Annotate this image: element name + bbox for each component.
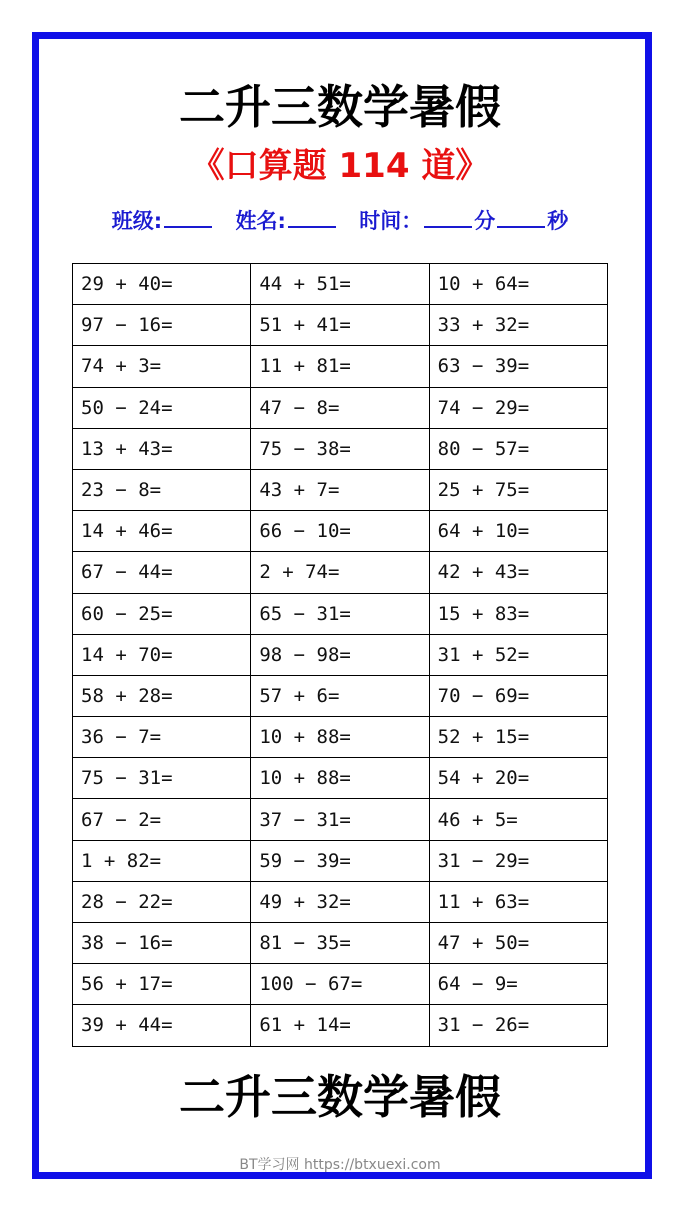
table-row: [73, 799, 608, 840]
problem-cell: 63 − 39=: [429, 346, 607, 387]
table-row: [73, 717, 608, 758]
problem-cell: 2 + 74=: [251, 552, 429, 593]
problem-cell: 74 − 29=: [429, 387, 607, 428]
problem-cell: 64 + 10=: [429, 511, 607, 552]
student-info-line: [0, 208, 680, 232]
problem-cell: 74 + 3=: [73, 346, 251, 387]
problem-cell: 11 + 63=: [429, 881, 607, 922]
name-label: 姓名:: [235, 209, 286, 233]
problem-cell: 81 − 35=: [251, 923, 429, 964]
problem-cell: 61 + 14=: [251, 1005, 429, 1046]
problem-cell: 31 + 52=: [429, 634, 607, 675]
problem-cell: 28 − 22=: [73, 881, 251, 922]
table-row: [73, 511, 608, 552]
problem-cell: 11 + 81=: [251, 346, 429, 387]
problem-cell: 10 + 88=: [251, 758, 429, 799]
problem-cell: 29 + 40=: [73, 264, 251, 305]
problem-cell: 64 − 9=: [429, 964, 607, 1005]
table-row: [73, 428, 608, 469]
watermark: BT学习网 https://btxuexi.com: [239, 1157, 441, 1173]
table-row: [73, 634, 608, 675]
problem-cell: 42 + 43=: [429, 552, 607, 593]
name-blank: [288, 208, 336, 228]
problem-cell: 10 + 88=: [251, 717, 429, 758]
problem-cell: 37 − 31=: [251, 799, 429, 840]
problem-cell: 97 − 16=: [73, 305, 251, 346]
minute-label: 分: [474, 209, 496, 233]
table-row: [73, 264, 608, 305]
problem-cell: 58 + 28=: [73, 675, 251, 716]
problem-cell: 44 + 51=: [251, 264, 429, 305]
second-label: 秒: [547, 209, 569, 233]
problem-cell: 67 − 44=: [73, 552, 251, 593]
problem-table: [72, 263, 608, 1047]
problem-cell: 13 + 43=: [73, 428, 251, 469]
minute-blank: [424, 208, 472, 228]
problem-cell: 52 + 15=: [429, 717, 607, 758]
table-row: [73, 552, 608, 593]
problem-cell: 46 + 5=: [429, 799, 607, 840]
table-row: [73, 387, 608, 428]
problem-cell: 43 + 7=: [251, 469, 429, 510]
problem-cell: 1 + 82=: [73, 840, 251, 881]
problem-cell: 98 − 98=: [251, 634, 429, 675]
problem-cell: 47 + 50=: [429, 923, 607, 964]
problem-cell: 38 − 16=: [73, 923, 251, 964]
problem-cell: 75 − 31=: [73, 758, 251, 799]
problem-cell: 75 − 38=: [251, 428, 429, 469]
table-row: [73, 1005, 608, 1046]
table-row: [73, 305, 608, 346]
problem-cell: 39 + 44=: [73, 1005, 251, 1046]
problem-cell: 56 + 17=: [73, 964, 251, 1005]
second-blank: [497, 208, 545, 228]
table-row: [73, 593, 608, 634]
page-subtitle: 《口算题 114 道》: [190, 146, 490, 186]
problem-cell: 67 − 2=: [73, 799, 251, 840]
problem-cell: 31 − 26=: [429, 1005, 607, 1046]
page-title: 二升三数学暑假: [179, 80, 501, 134]
problem-cell: 23 − 8=: [73, 469, 251, 510]
problem-cell: 59 − 39=: [251, 840, 429, 881]
time-label: 时间：: [359, 209, 423, 233]
problem-cell: 25 + 75=: [429, 469, 607, 510]
problem-cell: 36 − 7=: [73, 717, 251, 758]
table-row: [73, 923, 608, 964]
problem-cell: 80 − 57=: [429, 428, 607, 469]
problem-cell: 14 + 70=: [73, 634, 251, 675]
class-label: 班级:: [111, 209, 163, 233]
table-row: [73, 346, 608, 387]
problem-cell: 33 + 32=: [429, 305, 607, 346]
table-row: [73, 964, 608, 1005]
problem-cell: 15 + 83=: [429, 593, 607, 634]
problem-cell: 66 − 10=: [251, 511, 429, 552]
problem-cell: 57 + 6=: [251, 675, 429, 716]
problem-cell: 10 + 64=: [429, 264, 607, 305]
problem-cell: 50 − 24=: [73, 387, 251, 428]
problem-cell: 14 + 46=: [73, 511, 251, 552]
problem-cell: 49 + 32=: [251, 881, 429, 922]
problem-cell: 51 + 41=: [251, 305, 429, 346]
footer-title: 二升三数学暑假: [179, 1070, 501, 1124]
class-blank: [164, 208, 212, 228]
table-row: [73, 469, 608, 510]
problem-cell: 31 − 29=: [429, 840, 607, 881]
problem-cell: 60 − 25=: [73, 593, 251, 634]
table-row: [73, 675, 608, 716]
problem-cell: 70 − 69=: [429, 675, 607, 716]
problem-cell: 47 − 8=: [251, 387, 429, 428]
table-row: [73, 758, 608, 799]
table-row: [73, 881, 608, 922]
problem-cell: 65 − 31=: [251, 593, 429, 634]
table-row: [73, 840, 608, 881]
problem-cell: 100 − 67=: [251, 964, 429, 1005]
problem-cell: 54 + 20=: [429, 758, 607, 799]
